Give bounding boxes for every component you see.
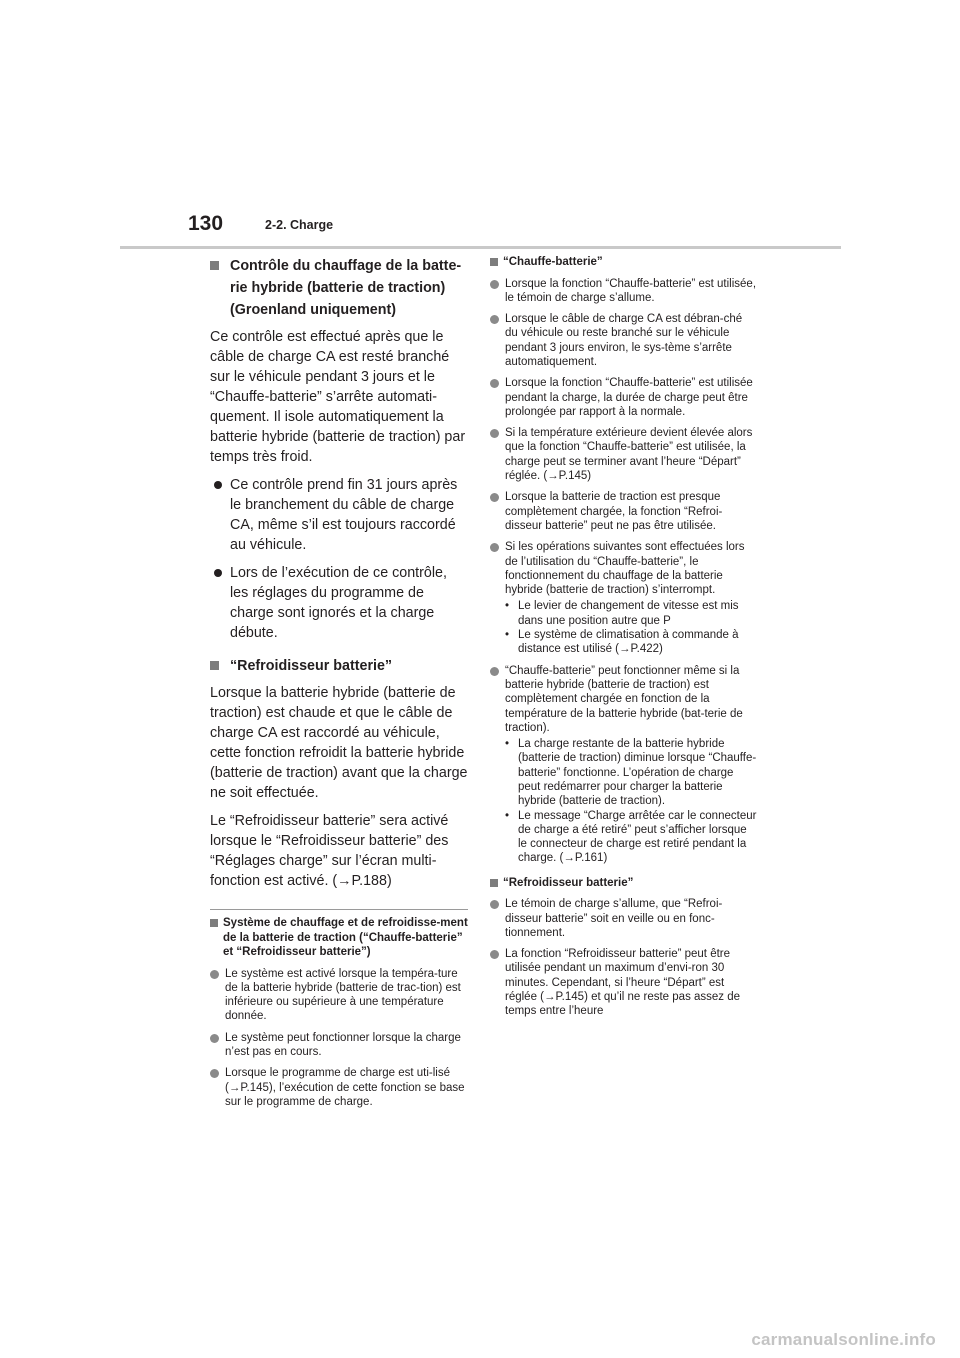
note-item bbox=[490, 897, 758, 940]
note-text: Lorsque le câble de charge CA est débran-ché du véhicule ou reste branché sur le véhicule pendant 3 jours environ, le sys-tème s’arrête automatiquement. bbox=[505, 313, 743, 368]
list-item bbox=[210, 563, 468, 643]
note-item bbox=[210, 1031, 468, 1060]
sub-item-text: Le système de climatisation à commande à distance est utilisé (→P.422) bbox=[518, 629, 739, 656]
notes-heading bbox=[210, 916, 468, 960]
bullet-dot-icon bbox=[214, 481, 222, 489]
bullet-dot-icon bbox=[490, 900, 499, 909]
list-item-text: Lors de l’exécution de ce contrôle, les réglages du programme de charge sont ignorés et la charge débute. bbox=[230, 565, 447, 641]
header-divider bbox=[120, 246, 841, 249]
note-text: Lorsque la fonction “Chauffe-batterie” est utilisée pendant la charge, la durée de charge peut être prolongée par rapport à la normale. bbox=[505, 377, 753, 418]
note-text: Si la température extérieure devient élevée alors que la fonction “Chauffe-batterie” est utilisée, la charge peut se terminer avant l’heure “Départ” réglée. (→P.145) bbox=[505, 427, 753, 483]
note-item bbox=[490, 426, 758, 483]
bullet-dot-icon bbox=[490, 950, 499, 959]
square-bullet-icon bbox=[490, 258, 498, 266]
paragraph: Le “Refroidisseur batterie” sera activé lorsque le “Refroidisseur batterie” des “Réglages charge” sur l’écran multi-fonction est activé. (→P.188) bbox=[210, 813, 449, 889]
bullet-dot-icon bbox=[210, 1069, 219, 1078]
sub-list-item bbox=[490, 599, 758, 628]
sub-list-item bbox=[490, 628, 758, 657]
notes-heading-battery-cooler bbox=[490, 876, 758, 891]
note-item bbox=[490, 540, 758, 597]
sub-bullet: • bbox=[505, 629, 510, 642]
sub-list bbox=[490, 599, 758, 656]
square-bullet-icon bbox=[490, 879, 498, 887]
note-text: Lorsque la fonction “Chauffe-batterie” est utilisée, le témoin de charge s’allume. bbox=[505, 277, 757, 304]
note-text: Lorsque la batterie de traction est presque complètement chargée, la fonction “Refroi-disseur batterie” peut ne pas être utilisée. bbox=[505, 491, 723, 532]
watermark: carmanualsonline.info bbox=[751, 1330, 936, 1349]
notes-heading-text: “Chauffe-batterie” bbox=[503, 256, 603, 268]
note-item bbox=[210, 967, 468, 1024]
sub-list bbox=[490, 737, 758, 866]
list-item-text: Ce contrôle prend fin 31 jours après le branchement du câble de charge CA, même s’il est toujours raccordé au véhicule. bbox=[230, 477, 458, 553]
sub-item-text: Le message “Charge arrêtée car le connecteur de charge a été retiré” peut s’afficher lorsque le connecteur de charge est retiré pendant la charge. (→P.161) bbox=[518, 809, 757, 865]
sub-item-text: La charge restante de la batterie hybride (batterie de traction) diminue lorsque “Chauffe-batterie” fonctionne. L’opération de charge peut redémarrer pour charger la batterie hybride (batterie de traction). bbox=[518, 738, 757, 808]
note-text: Le système est activé lorsque la tempéra-ture de la batterie hybride (batterie de trac-tion) est inférieure ou supérieure à une température donnée. bbox=[225, 967, 461, 1023]
bullet-dot-icon bbox=[214, 569, 222, 577]
note-text: Lorsque le programme de charge est uti-lisé (→P.145), l’exécution de cette fonction se base sur le programme de charge. bbox=[225, 1067, 465, 1108]
bullet-dot-icon bbox=[490, 315, 499, 324]
heading-text: “Refroidisseur batterie” bbox=[230, 658, 393, 674]
heading-battery-heating-control bbox=[210, 255, 468, 321]
note-item bbox=[490, 277, 758, 306]
sub-list-item bbox=[490, 809, 758, 866]
left-column bbox=[210, 255, 468, 1116]
bullet-dot-icon bbox=[490, 667, 499, 676]
note-text: Si les opérations suivantes sont effectuées lors de l’utilisation du “Chauffe-batterie”, le fonctionnement du chauffage de la batterie hybride (batterie de traction) s’interrompt. bbox=[505, 541, 745, 597]
note-item bbox=[210, 1066, 468, 1109]
square-bullet-icon bbox=[210, 919, 218, 927]
note-text: “Chauffe-batterie” peut fonctionner même si la batterie hybride (batterie de traction) est complètement chargée en fonction de la température de la batterie hybride (bat-terie de traction). bbox=[505, 664, 743, 734]
note-item bbox=[490, 664, 758, 735]
right-column bbox=[490, 255, 758, 1026]
bullet-dot-icon bbox=[490, 493, 499, 502]
notes-heading-text: Système de chauffage et de refroidisse-ment de la batterie de traction (“Chauffe-batterie” et “Refroidisseur batterie”) bbox=[223, 917, 468, 958]
notes-heading-battery-heater bbox=[490, 255, 758, 270]
bullet-dot-icon bbox=[490, 429, 499, 438]
note-item bbox=[490, 947, 758, 1018]
sub-bullet: • bbox=[505, 600, 510, 613]
note-item bbox=[490, 376, 758, 419]
note-text: La fonction “Refroidisseur batterie” peut être utilisée pendant un maximum d’envi-ron 30 minutes. Cependant, si l’heure “Départ” est réglée (→P.145) et qu’il ne reste pas assez de temps entre l’heure bbox=[505, 948, 741, 1018]
paragraph: Lorsque la batterie hybride (batterie de traction) est chaude et que le câble de charge CA est raccordé au véhicule, cette fonction refroidit la batterie hybride (batterie de traction) avant que la charge ne soit effectuée. bbox=[210, 685, 468, 801]
note-text: Le témoin de charge s’allume, que “Refroi-disseur batterie” soit en veille ou en fonc-tionnement. bbox=[505, 898, 723, 939]
note-item bbox=[490, 490, 758, 533]
bullet-dot-icon bbox=[490, 280, 499, 289]
page-number: 130 bbox=[188, 212, 224, 235]
paragraph: Ce contrôle est effectué après que le câble de charge CA est resté branché sur le véhicule pendant 3 jours et le “Chauffe-batterie” s’arrête automati-quement. Il isole automatiquement la batterie hybride (batterie de traction) par temps très froid. bbox=[210, 329, 466, 465]
note-item bbox=[490, 312, 758, 369]
square-bullet-icon bbox=[210, 261, 219, 270]
heading-battery-cooler bbox=[210, 655, 468, 677]
list-item bbox=[210, 475, 468, 555]
heading-text: Contrôle du chauffage de la batte-rie hybride (batterie de traction) (Groenland uniquement) bbox=[230, 258, 462, 318]
sub-item-text: Le levier de changement de vitesse est mis dans une position autre que P bbox=[518, 600, 739, 627]
sub-bullet: • bbox=[505, 738, 510, 751]
bullet-dot-icon bbox=[490, 379, 499, 388]
bullet-dot-icon bbox=[210, 1034, 219, 1043]
bullet-dot-icon bbox=[490, 543, 499, 552]
sub-list-item bbox=[490, 737, 758, 808]
square-bullet-icon bbox=[210, 661, 219, 670]
sub-bullet: • bbox=[505, 809, 510, 822]
bullet-dot-icon bbox=[210, 970, 219, 979]
note-text: Le système peut fonctionner lorsque la charge n’est pas en cours. bbox=[225, 1031, 461, 1058]
notes-heading-text: “Refroidisseur batterie” bbox=[503, 876, 634, 889]
notes-divider bbox=[210, 909, 468, 910]
section-title: 2-2. Charge bbox=[265, 218, 334, 232]
